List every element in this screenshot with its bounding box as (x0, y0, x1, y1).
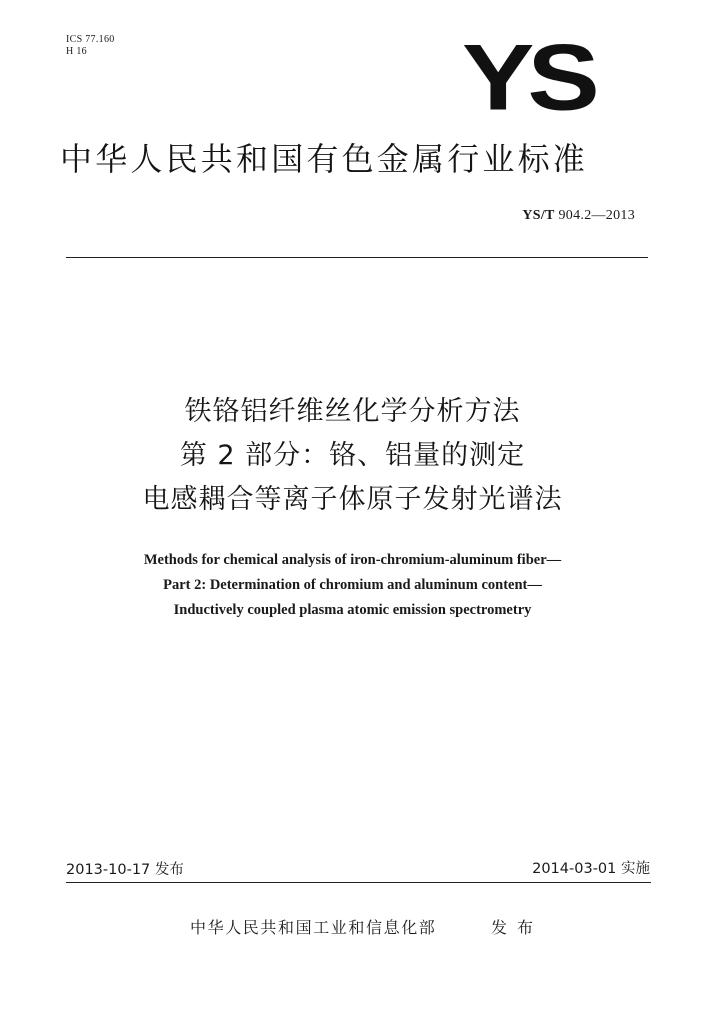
standard-number (522, 207, 635, 225)
bottom-divider (66, 882, 651, 883)
issue-date: 2013-10-17 发布 (66, 862, 184, 878)
english-title (0, 548, 705, 623)
org-title: 中华人民共和国有色金属行业标准 (60, 140, 589, 178)
chinese-title-line: 铁铬铝纤维丝化学分析方法 (184, 396, 521, 427)
ccs-code: H 16 (66, 46, 87, 57)
chinese-title (0, 390, 705, 522)
english-title-line: Methods for chemical analysis of iron-chromium-aluminum fiber— (143, 552, 562, 568)
chinese-title-line: 第 2 部分：铬、铝量的测定 (179, 440, 526, 471)
english-title-line: Inductively coupled plasma atomic emission spectrometry (173, 602, 532, 618)
top-divider (66, 257, 648, 258)
chinese-title-line: 电感耦合等离子体原子发射光谱法 (142, 484, 563, 515)
ics-code: ICS 77.160 (66, 34, 115, 45)
standard-prefix: YS/T (522, 208, 555, 223)
publisher-name: 中华人民共和国工业和信息化部 (190, 918, 437, 937)
publish-label: 发布 (491, 918, 544, 937)
classification-codes (66, 34, 115, 58)
english-title-line: Part 2: Determination of chromium and aluminum content— (163, 577, 542, 593)
effective-date: 2014-03-01 实施 (532, 861, 650, 877)
ys-logo: YS (462, 25, 593, 130)
standard-code: 904.2—2013 (558, 208, 635, 223)
